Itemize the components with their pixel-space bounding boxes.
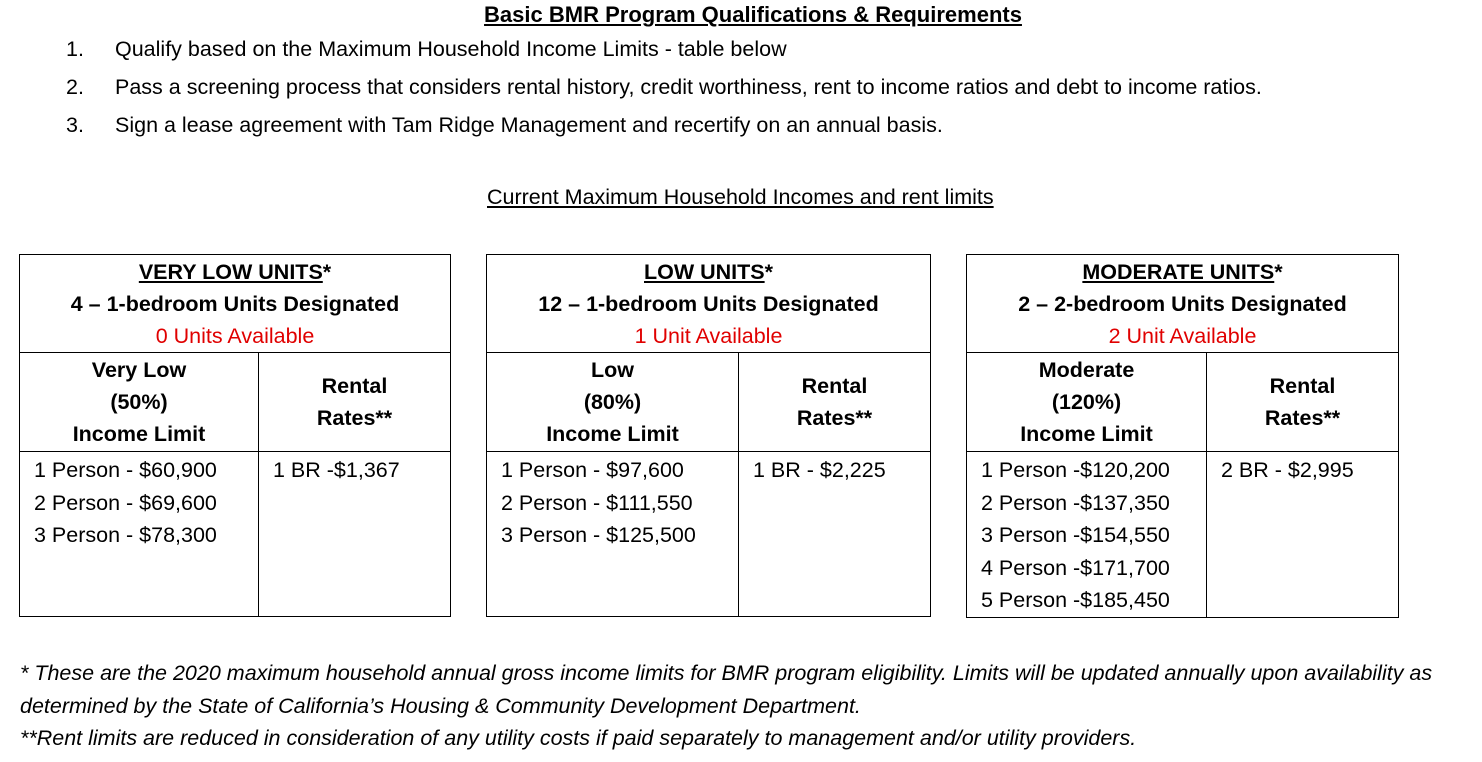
unit-category-heading: VERY LOW UNITS* xyxy=(138,259,332,284)
list-item: 2 BR - $2,995 xyxy=(1221,458,1354,482)
list-item: 1 BR -$1,367 xyxy=(273,458,400,482)
income-limit-header: Very Low (50%) Income Limit xyxy=(20,353,259,452)
income-limits-cell xyxy=(967,452,1207,618)
table-header xyxy=(967,255,1399,353)
units-available: 1 Unit Available xyxy=(634,323,783,348)
list-item: 1 Person -$120,200 xyxy=(981,458,1170,482)
requirement-number: 3. xyxy=(66,113,84,137)
unit-category-heading: LOW UNITS* xyxy=(644,259,773,284)
requirement-number: 1. xyxy=(66,37,84,61)
list-item: 2 Person -$137,350 xyxy=(981,490,1170,515)
footnotes xyxy=(20,657,1482,755)
rental-rates-header: Rental Rates** xyxy=(739,353,931,452)
income-limit-header: Moderate (120%) Income Limit xyxy=(967,353,1207,452)
rental-rates-header: Rental Rates** xyxy=(1207,353,1399,452)
requirement-text: Sign a lease agreement with Tam Ridge Management and recertify on an annual basis. xyxy=(115,113,943,137)
very-low-units-table xyxy=(19,254,451,617)
list-item: 1 Person - $60,900 xyxy=(34,458,217,482)
income-limit-header: Low (80%) Income Limit xyxy=(487,353,739,452)
requirement-number: 2. xyxy=(66,75,84,99)
units-designated: 4 – 1-bedroom Units Designated xyxy=(70,291,400,316)
list-item: 4 Person -$171,700 xyxy=(981,555,1170,580)
rental-rates-header: Rental Rates** xyxy=(259,353,451,452)
units-available: 2 Unit Available xyxy=(1108,323,1257,348)
table-header xyxy=(487,255,931,353)
list-item: 3 Person - $78,300 xyxy=(34,523,217,547)
rental-rates-cell xyxy=(739,452,931,617)
requirement-text: Qualify based on the Maximum Household Income Limits - table below xyxy=(115,37,787,61)
list-item: 3 Person - $125,500 xyxy=(501,523,696,547)
table-header xyxy=(20,255,451,353)
income-limits-cell xyxy=(20,452,259,617)
units-designated: 12 – 1-bedroom Units Designated xyxy=(538,291,879,316)
list-item: 3 Person -$154,550 xyxy=(981,523,1170,547)
list-item: 5 Person -$185,450 xyxy=(981,588,1170,612)
requirement-item xyxy=(66,112,1262,150)
rental-rates-cell xyxy=(259,452,451,617)
unit-category-heading: MODERATE UNITS* xyxy=(1082,259,1283,284)
low-units-table xyxy=(486,254,931,617)
table-section-title: Current Maximum Household Incomes and rent limits xyxy=(487,185,994,209)
units-designated: 2 – 2-bedroom Units Designated xyxy=(1018,291,1347,316)
moderate-units-table xyxy=(966,254,1399,618)
units-available: 0 Units Available xyxy=(155,323,315,348)
requirement-item xyxy=(66,36,1262,74)
list-item: 2 Person - $69,600 xyxy=(34,490,217,515)
requirement-text: Pass a screening process that considers rental history, credit worthiness, rent to income ratios and debt to income ratios. xyxy=(115,75,1262,99)
list-item: 1 BR - $2,225 xyxy=(753,458,886,482)
requirements-list xyxy=(66,36,1262,150)
list-item: 2 Person - $111,550 xyxy=(501,490,693,515)
requirement-item xyxy=(66,74,1262,112)
footnote-income-limits: * These are the 2020 maximum household annual gross income limits for BMR program eligibility. Limits will be updated annually upon availability as determined by the State of California’s Housing & Community Development Department. xyxy=(20,661,1433,718)
rental-rates-cell xyxy=(1207,452,1399,618)
income-limits-cell xyxy=(487,452,739,617)
page-title: Basic BMR Program Qualifications & Requirements xyxy=(484,2,1022,27)
list-item: 1 Person - $97,600 xyxy=(501,458,684,482)
footnote-rent-limits: **Rent limits are reduced in consideration of any utility costs if paid separately to management and/or utility providers. xyxy=(20,726,1137,750)
